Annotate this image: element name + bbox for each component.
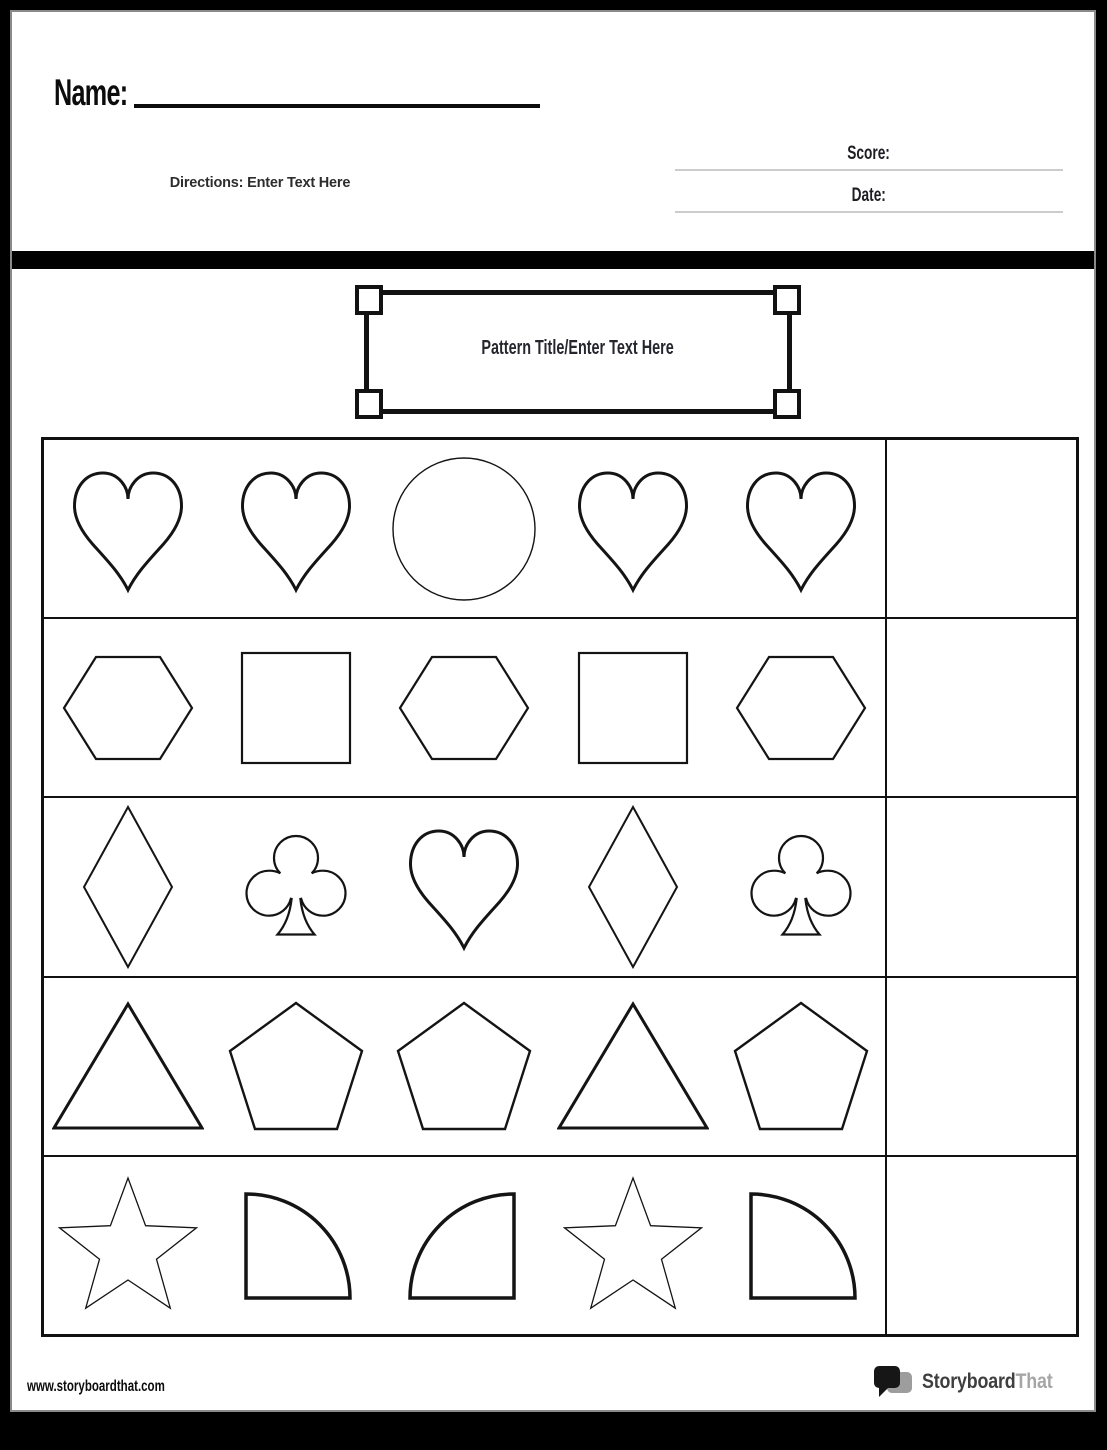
frame-corner-handle [773, 389, 801, 419]
directions-text[interactable]: Directions: Enter Text Here [169, 175, 351, 191]
name-row [54, 74, 540, 111]
club-shape [243, 831, 349, 943]
answer-cell[interactable] [885, 1157, 1076, 1334]
pattern-row [44, 619, 1076, 798]
logo-text-secondary: That [1015, 1370, 1053, 1393]
answer-cell[interactable] [885, 440, 1076, 617]
square-shape [577, 651, 689, 765]
pattern-shapes-cell [44, 1157, 885, 1334]
quarter-circle-right-shape [240, 1186, 352, 1304]
diamond-shape [587, 805, 679, 969]
pentagon-shape [227, 1000, 365, 1132]
name-label: Name: [54, 72, 128, 113]
score-fill-in-line[interactable] [675, 142, 1063, 171]
score-label: Score: [847, 143, 891, 164]
pattern-shapes-cell [44, 440, 885, 617]
heart-shape [405, 817, 523, 957]
pattern-shapes-cell [44, 978, 885, 1155]
frame-corner-handle [773, 285, 801, 315]
divider-bar [12, 251, 1094, 269]
logo-text-primary: Storyboard [922, 1370, 1016, 1393]
circle-shape [391, 456, 537, 602]
star-shape [558, 1174, 708, 1316]
answer-cell[interactable] [885, 798, 1076, 975]
pattern-row [44, 440, 1076, 619]
answer-cell[interactable] [885, 978, 1076, 1155]
pattern-grid [41, 437, 1079, 1337]
worksheet-page [10, 10, 1096, 1412]
square-shape [240, 651, 352, 765]
heart-shape [237, 459, 355, 599]
frame-corner-handle [355, 285, 383, 315]
pattern-shapes-cell [44, 619, 885, 796]
hexagon-shape [398, 654, 530, 762]
date-label: Date: [851, 185, 887, 206]
pentagon-shape [395, 1000, 533, 1132]
hexagon-shape [735, 654, 867, 762]
quarter-circle-left-shape [408, 1186, 520, 1304]
heart-shape [574, 459, 692, 599]
heart-shape [742, 459, 860, 599]
pattern-row [44, 978, 1076, 1157]
website-url: www.storyboardthat.com [27, 1378, 165, 1395]
quarter-circle-right-shape [745, 1186, 857, 1304]
triangle-shape [557, 1000, 709, 1132]
frame-corner-handle [355, 389, 383, 419]
pattern-title[interactable]: Pattern Title/Enter Text Here [481, 336, 675, 359]
diamond-shape [82, 805, 174, 969]
club-shape [748, 831, 854, 943]
pattern-row [44, 1157, 1076, 1334]
heart-shape [69, 459, 187, 599]
pattern-shapes-cell [44, 798, 885, 975]
hexagon-shape [62, 654, 194, 762]
storyboardthat-logo [873, 1365, 1076, 1399]
pentagon-shape [732, 1000, 870, 1132]
score-date-block [675, 142, 1063, 213]
name-fill-in-line[interactable] [134, 74, 540, 108]
answer-cell[interactable] [885, 619, 1076, 796]
speech-bubbles-icon [873, 1365, 915, 1399]
pattern-row [44, 798, 1076, 977]
pattern-title-frame [364, 290, 792, 414]
date-fill-in-line[interactable] [675, 184, 1063, 213]
triangle-shape [52, 1000, 204, 1132]
star-shape [53, 1174, 203, 1316]
